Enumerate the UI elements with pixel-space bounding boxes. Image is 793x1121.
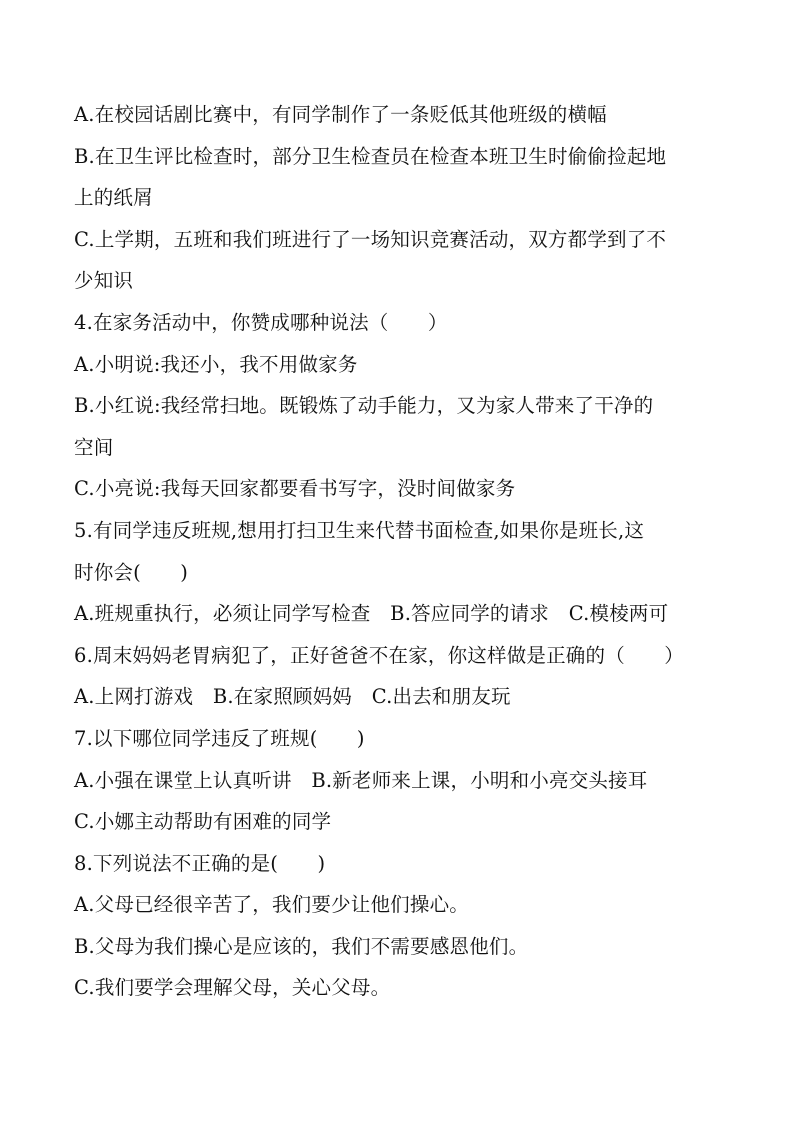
question-text-block [74, 94, 734, 1009]
q4-option-b: B.小红说:我经常扫地。既锻炼了动手能力，又为家人带来了干净的 [74, 394, 654, 418]
q7-option-c: C.小娜主动帮助有困难的同学 [74, 810, 332, 834]
q4-option-c: C.小亮说:我每天回家都要看书写字，没时间做家务 [74, 477, 516, 501]
question-8: 8.下列说法不正确的是( ) [74, 851, 326, 875]
q8-option-b: B.父母为我们操心是应该的，我们不需要感恩他们。 [74, 934, 529, 958]
question-5-cont: 时你会( ) [74, 560, 189, 584]
q8-option-a: A.父母已经很辛苦了，我们要少让他们操心。 [74, 893, 469, 917]
option-c-competition-cont: 少知识 [74, 269, 134, 293]
question-7: 7.以下哪位同学违反了班规( ) [74, 726, 365, 750]
q5-options: A.班规重执行，必须让同学写检查 B.答应同学的请求 C.模棱两可 [74, 602, 669, 626]
q8-option-c: C.我们要学会理解父母，关心父母。 [74, 976, 391, 1000]
q6-options: A.上网打游戏 B.在家照顾妈妈 C.出去和朋友玩 [74, 685, 511, 709]
option-b-inspection: B.在卫生评比检查时，部分卫生检查员在检查本班卫生时偷偷捡起地 [74, 144, 667, 168]
question-5: 5.有同学违反班规,想用打扫卫生来代替书面检查,如果你是班长,这 [74, 518, 645, 542]
question-6: 6.周末妈妈老胃病犯了，正好爸爸不在家，你这样做是正确的（ ） [74, 643, 685, 667]
q4-option-b-cont: 空间 [74, 435, 114, 459]
q4-option-a: A.小明说:我还小，我不用做家务 [74, 352, 358, 376]
question-4: 4.在家务活动中，你赞成哪种说法（ ） [74, 310, 448, 334]
option-a-banner: A.在校园话剧比赛中，有同学制作了一条贬低其他班级的横幅 [74, 103, 607, 126]
option-b-inspection-cont: 上的纸屑 [74, 186, 153, 210]
option-c-competition: C.上学期，五班和我们班进行了一场知识竞赛活动，双方都学到了不 [74, 227, 667, 251]
q7-options-ab: A.小强在课堂上认真听讲 B.新老师来上课，小明和小亮交头接耳 [74, 768, 648, 792]
